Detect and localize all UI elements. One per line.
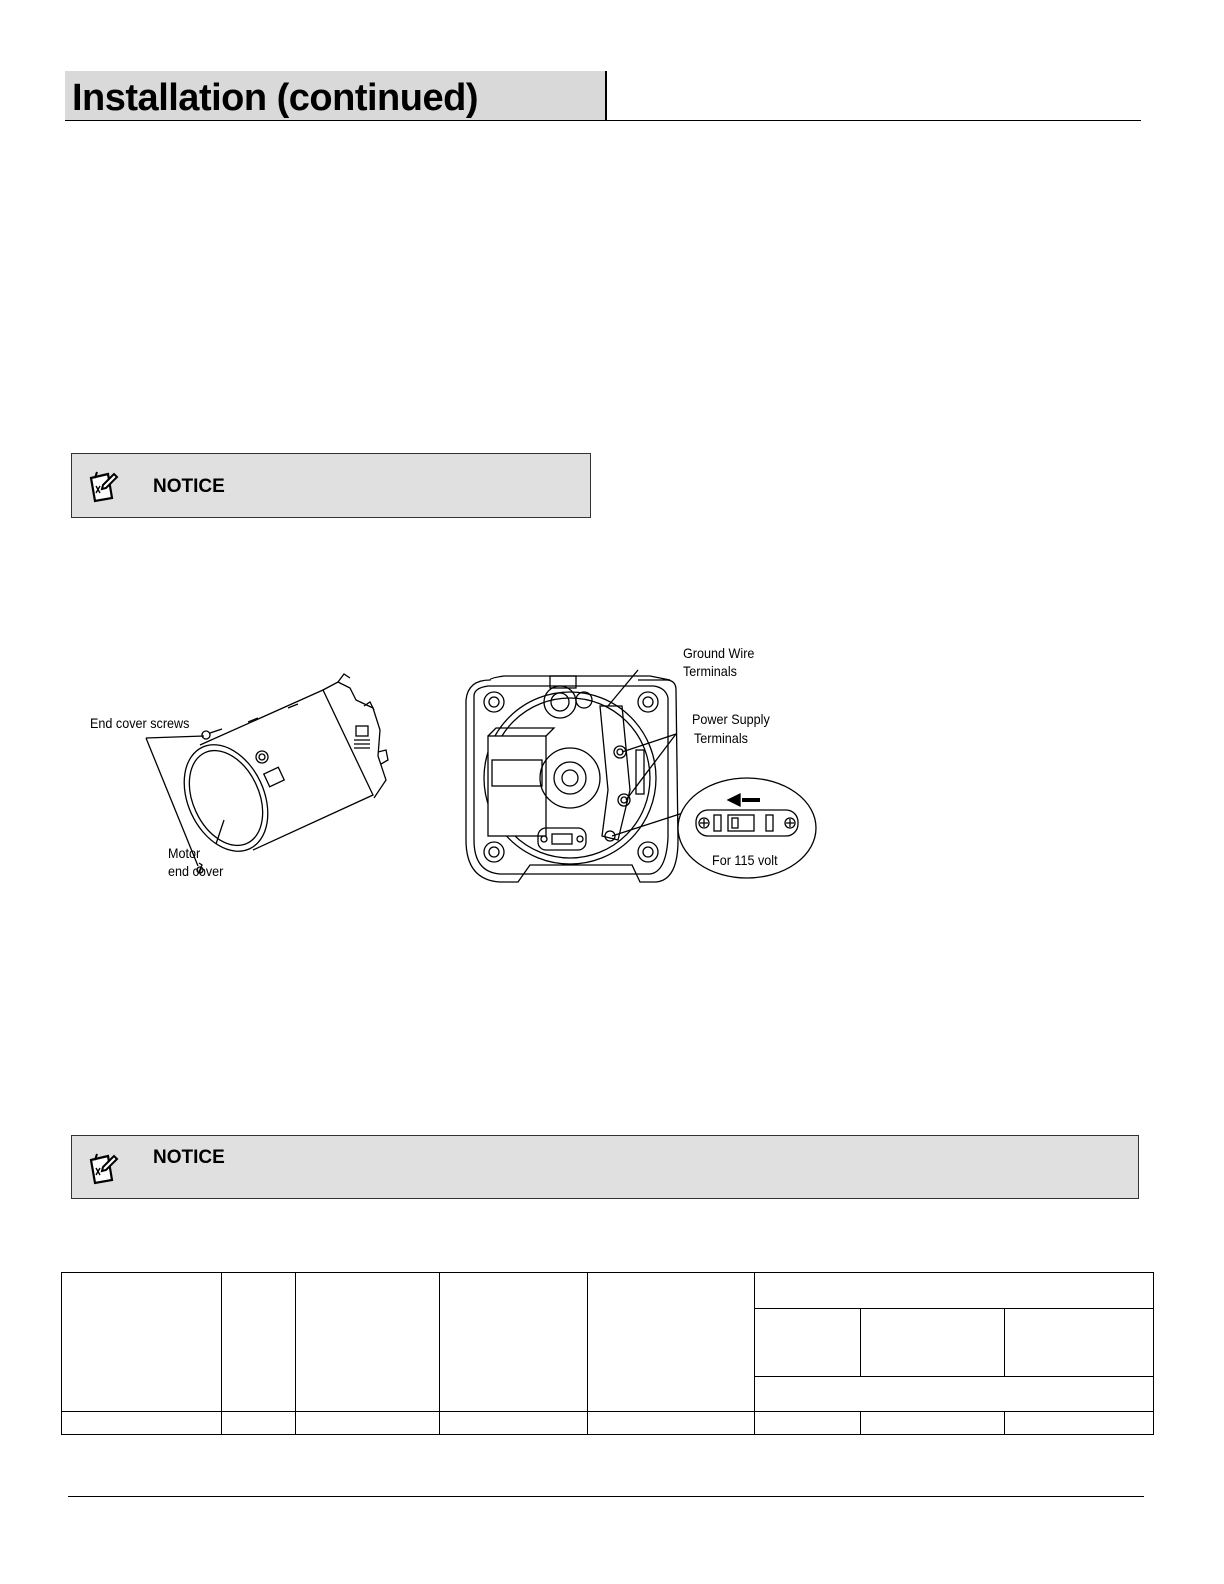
- table-header-cell: [296, 1273, 440, 1412]
- table-cell: [1005, 1412, 1154, 1435]
- motor-label-line2: end cover: [168, 863, 224, 879]
- table-cell: [296, 1412, 440, 1435]
- header-rule: [65, 120, 1141, 121]
- note-pencil-icon: [86, 468, 120, 504]
- table-header-cell: [755, 1273, 1154, 1309]
- power-supply-label-line1: Power Supply: [692, 711, 770, 727]
- ground-wire-label-line1: Ground Wire: [683, 645, 755, 661]
- table-header-cell: [1005, 1309, 1154, 1377]
- table-header-cell: [62, 1273, 222, 1412]
- table-cell: [588, 1412, 755, 1435]
- page-title: Installation (continued): [72, 77, 478, 119]
- power-supply-label-line2: Terminals: [694, 730, 748, 746]
- end-cover-screws-label: End cover screws: [90, 715, 190, 731]
- table-header-cell: [588, 1273, 755, 1412]
- notice-label: NOTICE: [153, 1147, 225, 1168]
- note-pencil-icon: [86, 1150, 120, 1186]
- notice-label: NOTICE: [153, 476, 225, 497]
- ground-wire-label-line2: Terminals: [683, 663, 737, 679]
- table-cell: [62, 1412, 222, 1435]
- motor-illustration: [88, 660, 418, 890]
- motor-label-line1: Motor: [168, 845, 201, 861]
- footer-rule: [68, 1496, 1144, 1497]
- spec-table: [61, 1272, 1154, 1435]
- table-header-cell: [440, 1273, 588, 1412]
- table-header-cell: [861, 1309, 1005, 1377]
- table-row: [62, 1273, 1154, 1309]
- table-cell: [861, 1412, 1005, 1435]
- table-row: [62, 1412, 1154, 1435]
- table-header-cell: [222, 1273, 296, 1412]
- table-cell: [755, 1412, 861, 1435]
- table-cell: [440, 1412, 588, 1435]
- voltage-note-label: For 115 volt: [712, 852, 778, 868]
- notice-box: [71, 1135, 1139, 1199]
- notice-box: [71, 453, 591, 518]
- table-header-cell: [755, 1377, 1154, 1412]
- table-header-cell: [755, 1309, 861, 1377]
- table-cell: [222, 1412, 296, 1435]
- motor-figure: [88, 660, 418, 890]
